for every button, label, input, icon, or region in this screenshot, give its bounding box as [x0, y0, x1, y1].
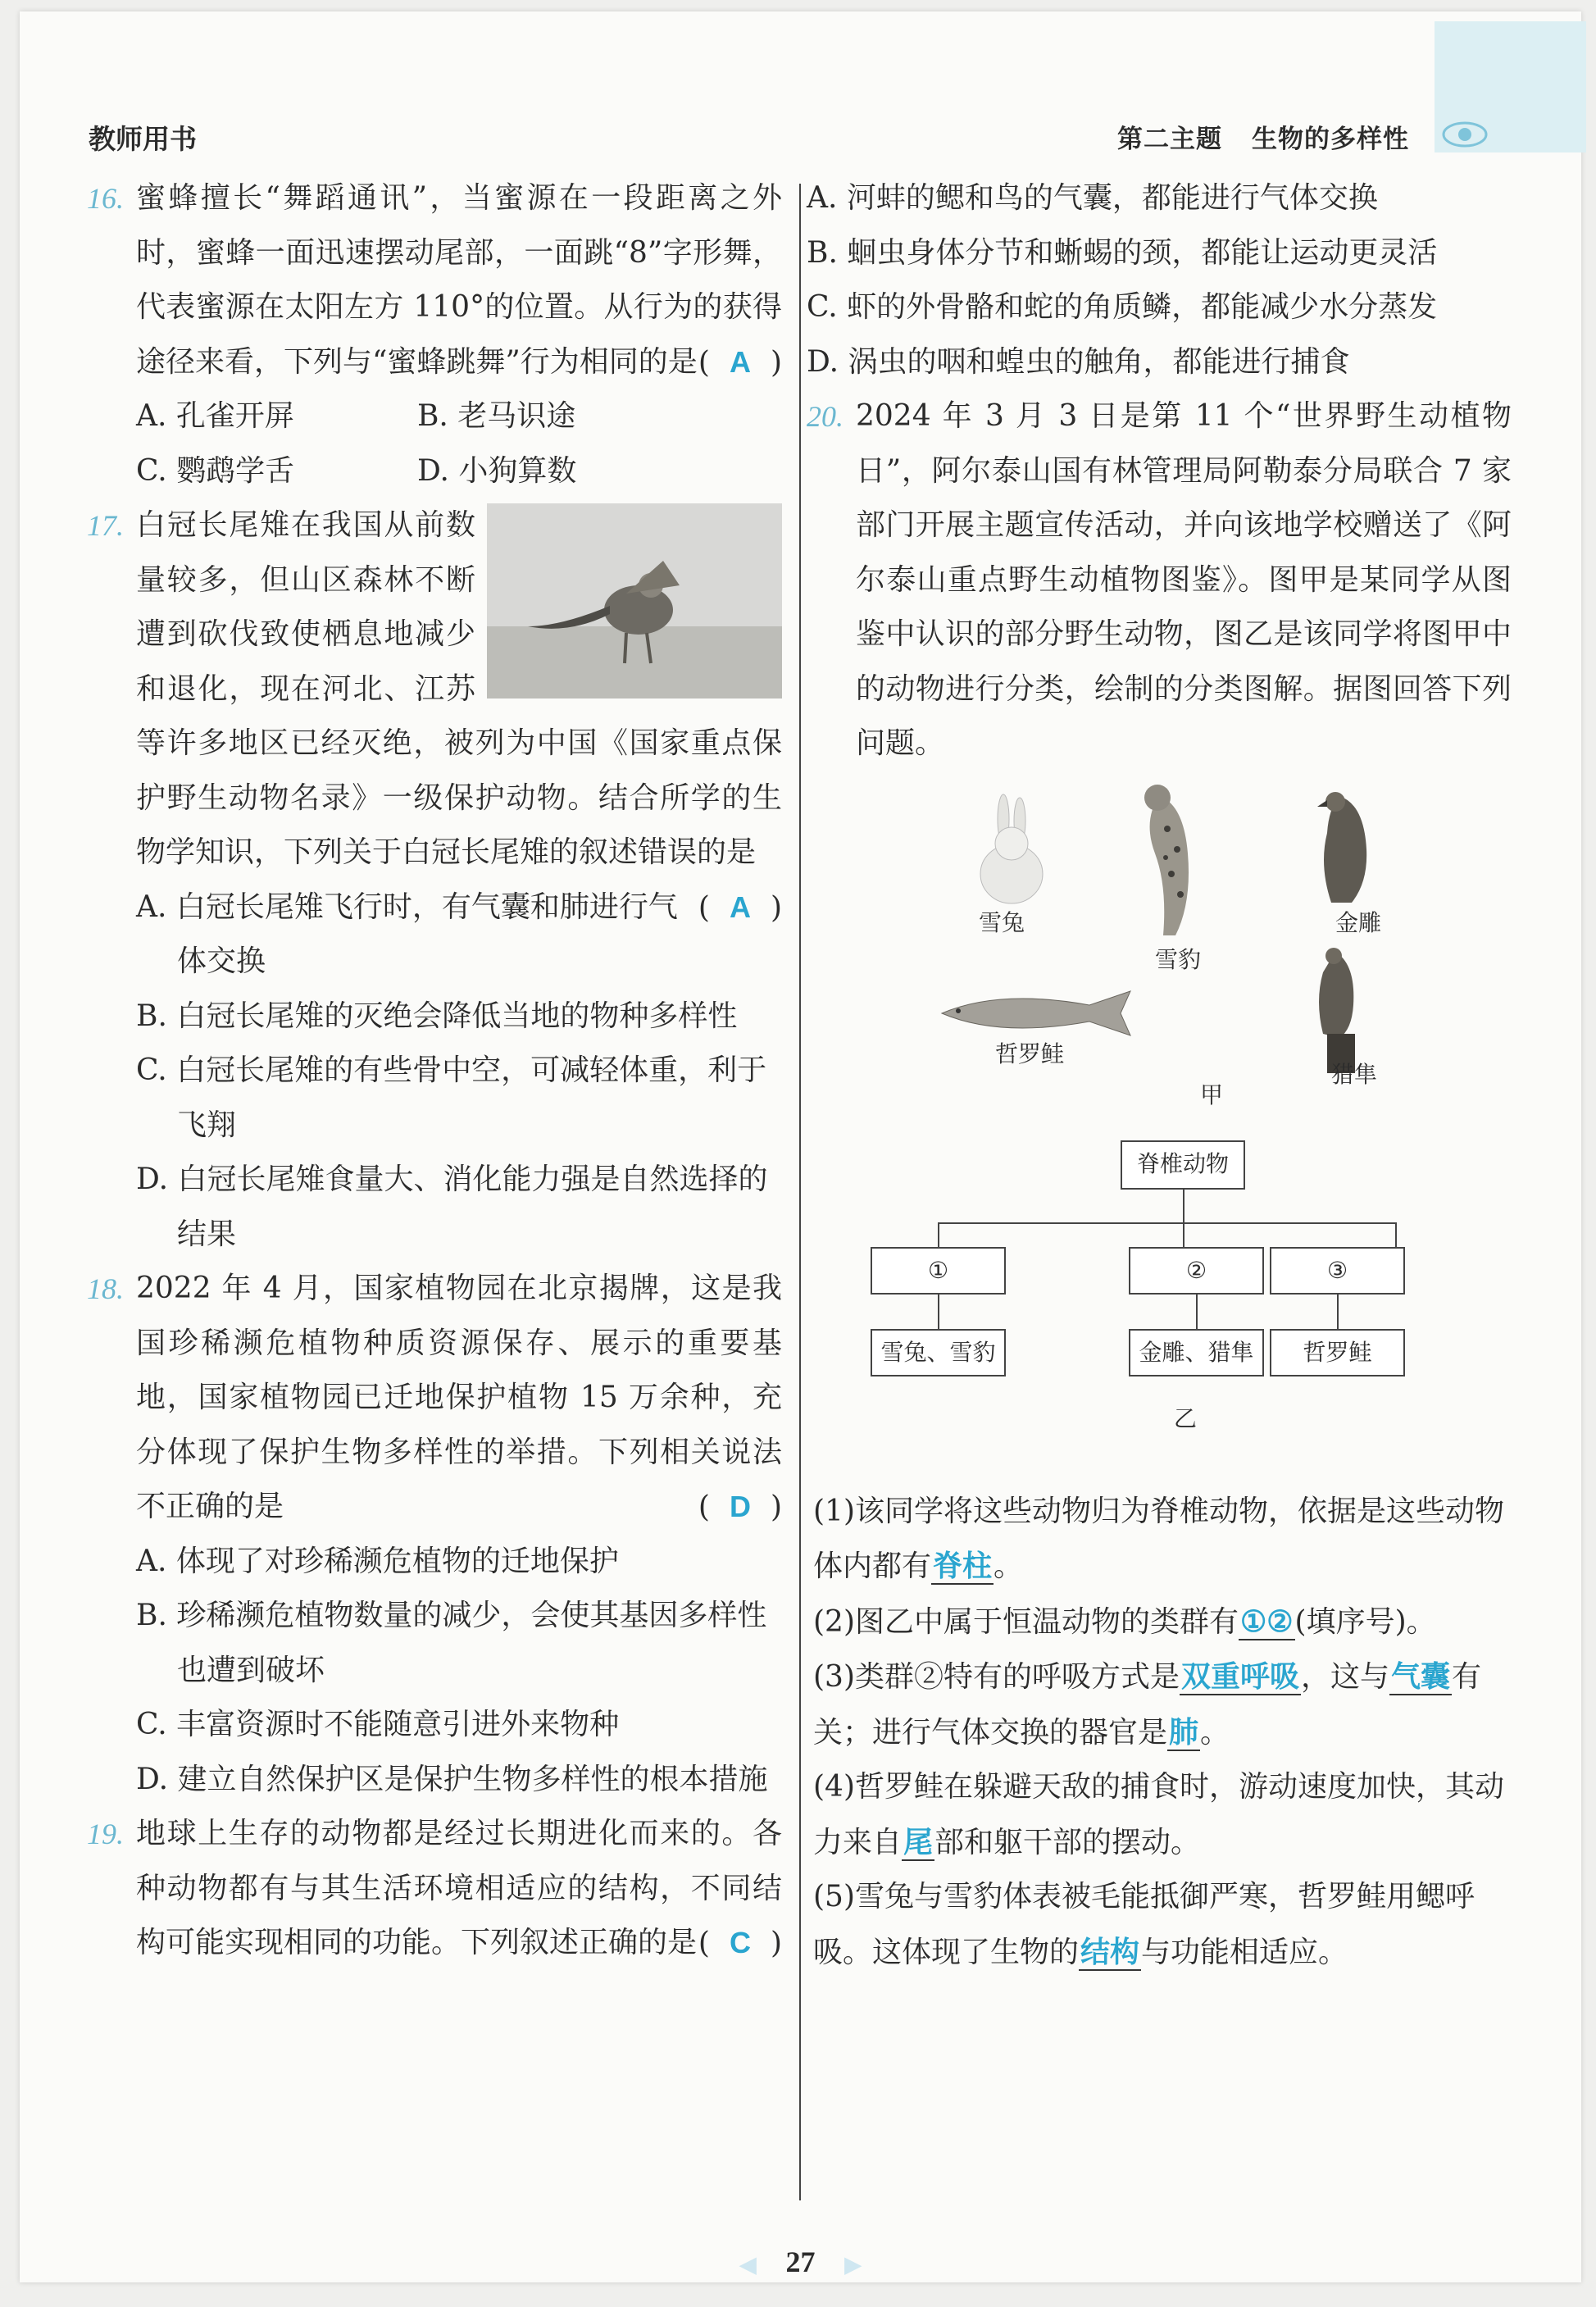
question-stem: 白冠长尾雉在我国从前数量较多，但山区森林不断遭到砍伐致使栖息地减少和退化，现在河北、江苏等许多地区已经灭绝，被列为中国《国家重点保护野生动物名录》一级保护动物。结合所学的生物学知识，下列关于白冠长尾雉的叙述错误的是 ( A )	[136, 498, 782, 880]
option-d: D. 白冠长尾雉食量大、消化能力强是自然选择的结果	[136, 1163, 768, 1251]
option-a: A. 孔雀开屏	[136, 399, 294, 433]
question-number: 16.	[87, 182, 124, 215]
answer-letter: A	[729, 344, 751, 379]
pheasant-photo	[487, 503, 782, 698]
header-book-label: 教师用书	[89, 123, 197, 155]
textbook-page	[20, 11, 1581, 2282]
option-c: C. 鹦鹉学舌	[136, 453, 295, 488]
answer-fill: 脊柱	[933, 1549, 993, 1583]
tree-group-2: ②	[1129, 1247, 1264, 1295]
label-snow-leopard: 雪豹	[1155, 945, 1202, 973]
question-stem: 蜜蜂擅长“舞蹈通讯”，当蜜源在一段距离之外时，蜜蜂一面迅速摆动尾部，一面跳“8”字形舞，代表蜜源在太阳左方 110°的位置。从行为的获得途径来看，下列与“蜜蜂跳舞”行为相同的是 ( A )	[136, 171, 782, 389]
right-column	[807, 171, 1512, 1980]
next-arrow-icon: ▶	[844, 2253, 862, 2277]
answer-fill: 肺	[1169, 1714, 1199, 1750]
q19-option-a: A. 河蚌的鳃和鸟的气囊，都能进行气体交换	[807, 181, 1378, 215]
label-snow-hare: 雪兔	[979, 908, 1025, 936]
snow-leopard-image	[1126, 780, 1216, 944]
column-divider	[799, 184, 801, 2200]
option-d: D. 建立自然保护区是保护生物多样性的根本措施	[136, 1762, 768, 1796]
tree-connector	[938, 1222, 939, 1247]
option-b: B. 白冠长尾雉的灭绝会降低当地的物种多样性	[136, 999, 738, 1033]
question-17	[87, 498, 782, 1262]
label-taimen: 哲罗鲑	[995, 1040, 1065, 1067]
figure-animals	[807, 780, 1512, 1485]
q19-option-c: C. 虾的外骨骼和蛇的角质鳞，都能减少水分蒸发	[807, 290, 1438, 324]
label-golden-eagle: 金雕	[1335, 908, 1382, 936]
tree-group-3: ③	[1270, 1247, 1405, 1295]
answer-fill: 双重呼吸	[1181, 1659, 1300, 1694]
answer-fill: 尾	[903, 1824, 934, 1859]
answer-fill: 结构	[1080, 1934, 1140, 1969]
header-theme-title: 生物的多样性	[1252, 125, 1409, 154]
answer-letter: D	[729, 1490, 751, 1523]
page-footer	[20, 2245, 1581, 2279]
tree-connector	[1183, 1222, 1184, 1247]
q20-part-1: (1)该同学将这些动物归为脊椎动物，依据是这些动物体内都有脊柱。	[813, 1494, 1504, 1583]
question-stem: 2024 年 3 月 3 日是第 11 个“世界野生动植物日”，阿尔泰山国有林管理局阿勒泰分局联合 7 家部门开展主题宣传活动，并向该地学校赠送了《阿尔泰山重点野生动植物图鉴》。图甲是某同学从图鉴中认识的部分野生动物，图乙是该同学将图甲中的动物进行分类，绘制的分类图解。据图回答下列问题。	[856, 399, 1512, 760]
answer-bracket: ( A )	[698, 344, 782, 380]
option-a: A. 体现了对珍稀濒危植物的迁地保护	[136, 1544, 619, 1578]
answer-letter: A	[729, 890, 751, 924]
q19-option-d: D. 涡虫的咽和蝗虫的触角，都能进行捕食	[807, 344, 1350, 379]
header-theme	[1088, 118, 1409, 155]
tree-connector	[938, 1295, 939, 1329]
option-c: C. 白冠长尾雉的有些骨中空，可减轻体重，利于飞翔	[136, 1053, 767, 1142]
snow-hare-image	[971, 788, 1053, 911]
tree-members-3: 哲罗鲑	[1270, 1329, 1405, 1376]
option-list	[136, 389, 698, 498]
q20-part-4: (4)哲罗鲑在躲避天敌的捕食时，游动速度加快，其动力来自尾部和躯干部的摆动。	[813, 1770, 1504, 1859]
q20-part-2: (2)图乙中属于恒温动物的类群有①②(填序号)。	[813, 1604, 1436, 1639]
answer-fill: 气囊	[1391, 1659, 1451, 1694]
prev-arrow-icon: ◀	[739, 2253, 757, 2277]
question-number: 17.	[87, 509, 124, 542]
question-number: 20.	[807, 400, 843, 433]
tree-connector	[1196, 1295, 1198, 1329]
question-number: 18.	[87, 1272, 124, 1305]
eye-icon	[1440, 118, 1489, 151]
question-number: 19.	[87, 1818, 124, 1850]
page-number: 27	[785, 2246, 816, 2278]
left-column	[87, 171, 782, 1972]
question-18	[87, 1262, 782, 1807]
answer-bracket: ( D )	[698, 1490, 782, 1524]
option-b: B. 老马识途	[416, 399, 576, 433]
question-19	[87, 1807, 782, 1971]
tree-connector	[1183, 1190, 1184, 1222]
q20-part-5: (5)雪兔与雪豹体表被毛能抵御严寒，哲罗鲑用鳃呼吸。这体现了生物的结构与功能相适应。	[813, 1880, 1475, 1969]
figure-label-a: 甲	[1200, 1081, 1224, 1108]
tree-connector	[1337, 1295, 1339, 1329]
label-saker-falcon: 猎隼	[1331, 1060, 1378, 1088]
tree-members-2: 金雕、猎隼	[1129, 1329, 1264, 1376]
question-stem: 2022 年 4 月，国家植物园在北京揭牌，这是我国珍稀濒危植物种质资源保存、展示的重要基地，国家植物园已迁地保护植物 15 万余种，充分体现了保护生物多样性的举措。下列相关说法不正确的是 ( D )	[136, 1262, 782, 1535]
tree-root-vertebrates: 脊椎动物	[1121, 1140, 1245, 1190]
tree-group-1: ①	[871, 1247, 1006, 1295]
saker-falcon-image	[1294, 944, 1376, 1075]
answer-bracket: ( A )	[698, 890, 782, 925]
question-20	[807, 389, 1512, 771]
answer-fill: ①②	[1240, 1604, 1294, 1639]
q20-part-3: (3)类群②特有的呼吸方式是双重呼吸，这与气囊有关；进行气体交换的器官是肺。	[813, 1659, 1482, 1750]
tree-members-1: 雪兔、雪豹	[871, 1329, 1006, 1376]
option-d: D. 小狗算数	[416, 453, 577, 488]
header-theme-number: 第二主题	[1117, 125, 1222, 154]
answer-bracket: ( C )	[698, 1926, 782, 1960]
question-stem: 地球上生存的动物都是经过长期进化而来的。各种动物都有与其生活环境相适应的结构，不同结构可能实现相同的功能。下列叙述正确的是 ( C )	[136, 1807, 782, 1971]
tree-connector	[938, 1222, 1397, 1224]
figure-label-b: 乙	[1174, 1404, 1198, 1432]
q19-option-b: B. 蛔虫身体分节和蜥蜴的颈，都能让运动更灵活	[807, 235, 1438, 270]
option-a: A. 白冠长尾雉飞行时，有气囊和肺进行气体交换	[136, 890, 678, 978]
tree-connector	[1395, 1222, 1397, 1247]
answer-letter: C	[729, 1926, 751, 1959]
golden-eagle-image	[1294, 784, 1385, 907]
question-16	[87, 171, 782, 498]
option-b: B. 珍稀濒危植物数量的减少，会使其基因多样性也遭到破坏	[136, 1599, 767, 1687]
option-c: C. 丰富资源时不能随意引进外来物种	[136, 1708, 620, 1741]
taimen-fish-image	[934, 985, 1139, 1042]
